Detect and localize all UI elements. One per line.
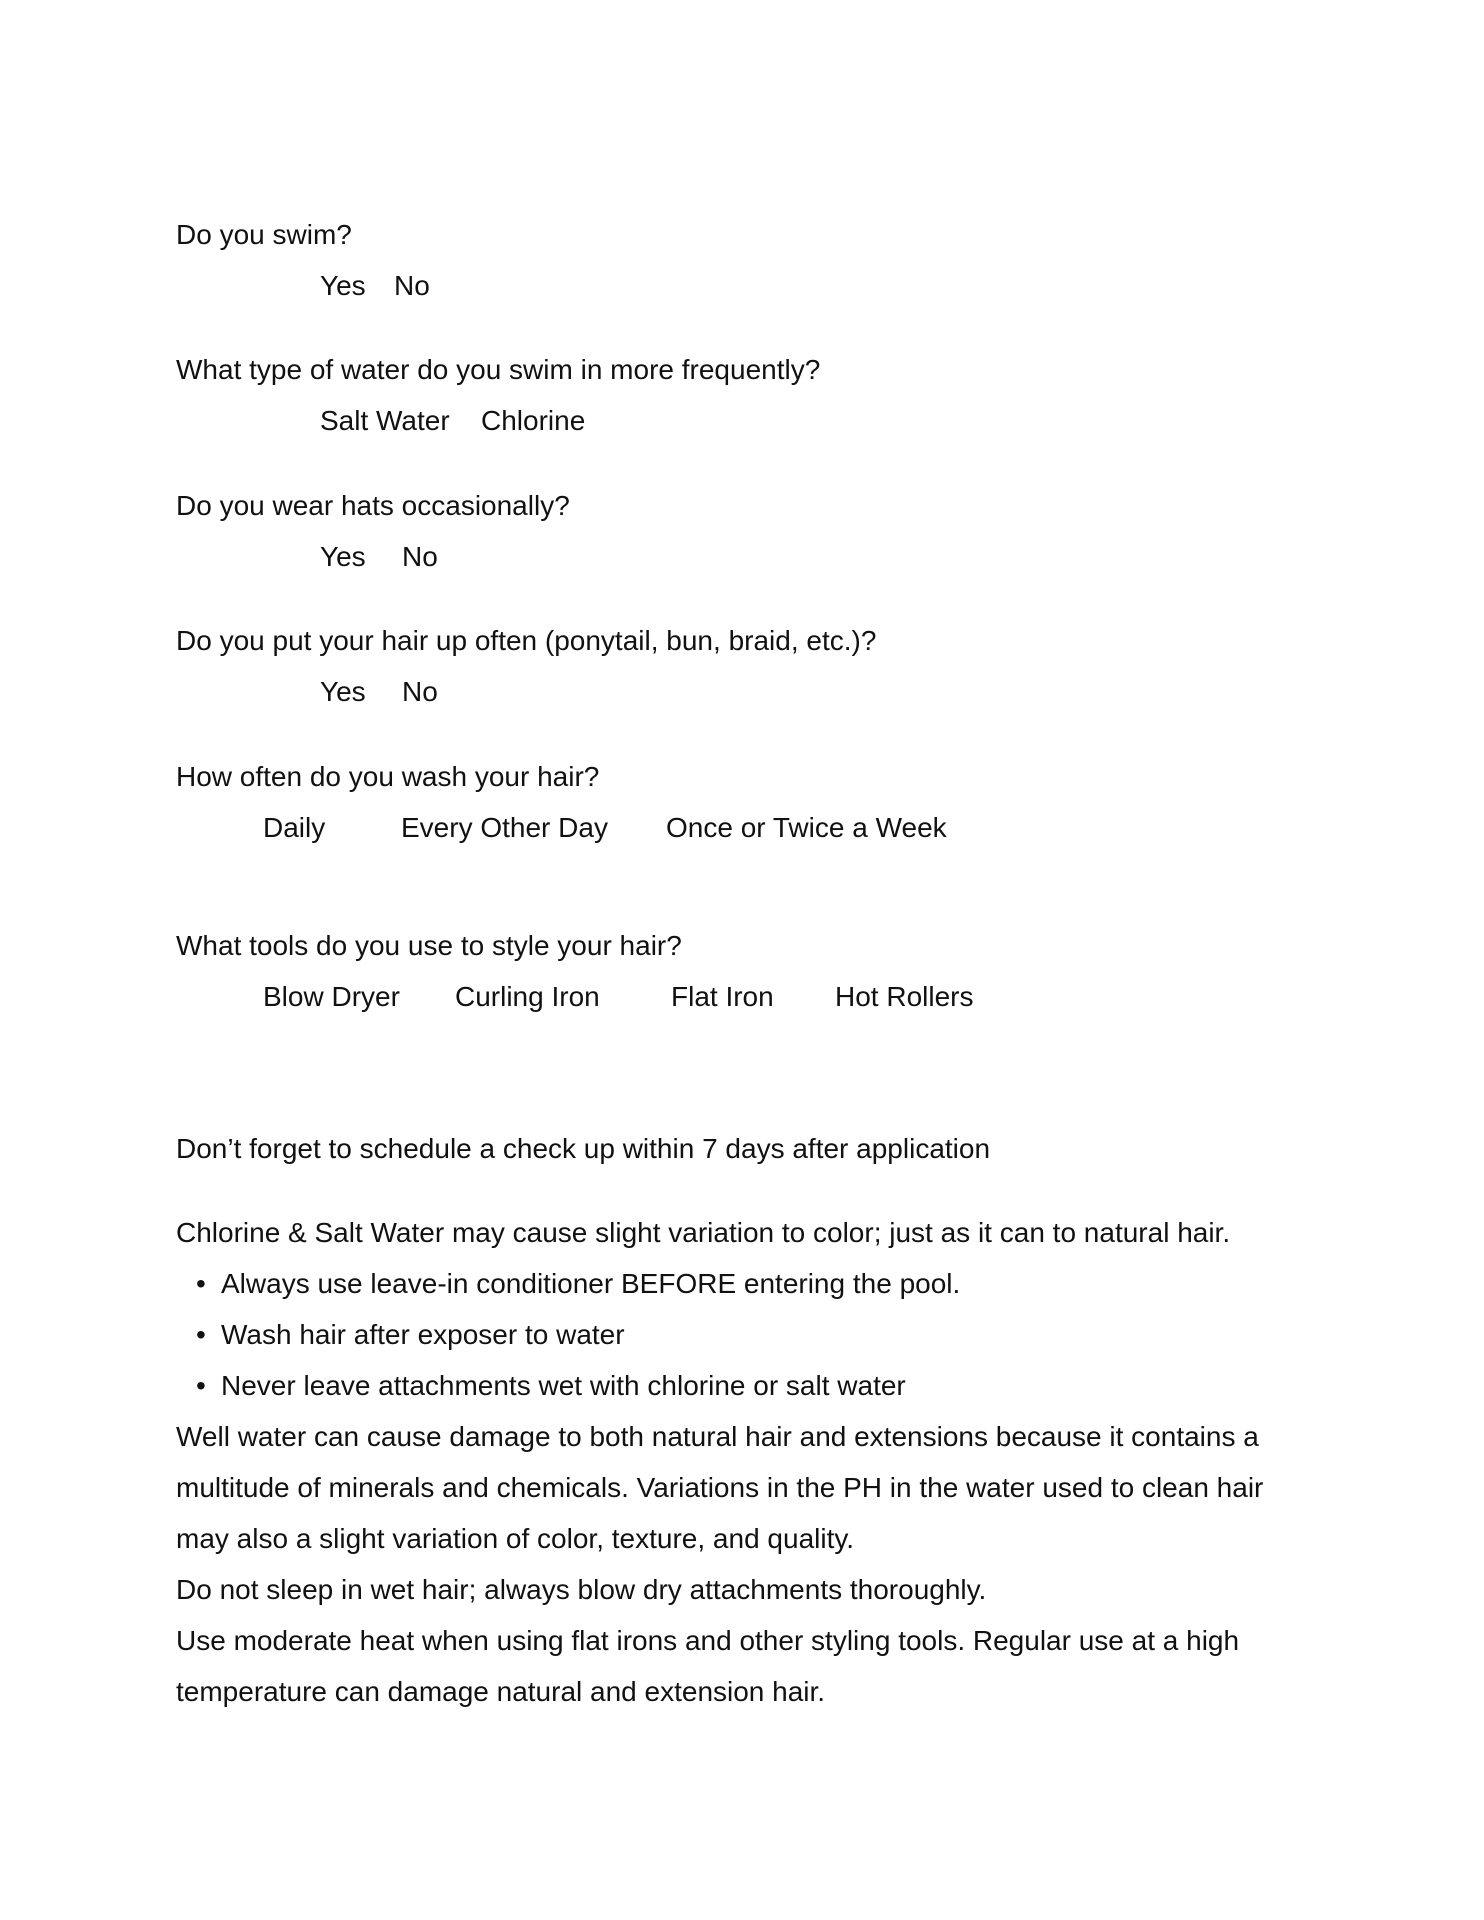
heat-line-1: Use moderate heat when using flat irons and other styling tools. Regular use at a high (176, 1625, 1240, 1656)
question-styling-tools: What tools do you use to style your hair? (176, 930, 682, 961)
option-curling-iron: Curling Iron (455, 981, 600, 1012)
option-salt-water: Salt Water (320, 405, 450, 436)
question-hair-up: Do you put your hair up often (ponytail, bun, braid, etc.)? (176, 625, 877, 656)
option-flat-iron: Flat Iron (671, 981, 774, 1012)
care-intro: Chlorine & Salt Water may cause slight variation to color; just as it can to natural hair. (176, 1217, 1231, 1248)
bullet-marker: • (196, 1370, 206, 1401)
sleep-note: Do not sleep in wet hair; always blow dry attachments thoroughly. (176, 1574, 987, 1605)
care-bullet-attachments: Never leave attachments wet with chlorine or salt water (221, 1370, 906, 1401)
option-hats-no: No (402, 541, 438, 572)
checkup-reminder: Don’t forget to schedule a check up within 7 days after application (176, 1133, 991, 1164)
option-swim-yes: Yes (320, 270, 366, 301)
well-water-line-1: Well water can cause damage to both natural hair and extensions because it contains a (176, 1421, 1259, 1452)
question-swim: Do you swim? (176, 219, 352, 250)
option-hats-yes: Yes (320, 541, 366, 572)
option-hair-up-yes: Yes (320, 676, 366, 707)
option-swim-no: No (394, 270, 430, 301)
option-once-twice-week: Once or Twice a Week (666, 812, 947, 843)
option-hair-up-no: No (402, 676, 438, 707)
heat-line-2: temperature can damage natural and extension hair. (176, 1676, 826, 1707)
option-daily: Daily (263, 812, 326, 843)
care-bullet-wash: Wash hair after exposer to water (221, 1319, 625, 1350)
question-wash-frequency: How often do you wash your hair? (176, 761, 600, 792)
option-blow-dryer: Blow Dryer (263, 981, 400, 1012)
option-every-other-day: Every Other Day (401, 812, 608, 843)
option-hot-rollers: Hot Rollers (835, 981, 974, 1012)
well-water-line-3: may also a slight variation of color, texture, and quality. (176, 1523, 855, 1554)
question-water-type: What type of water do you swim in more frequently? (176, 354, 821, 385)
question-hats: Do you wear hats occasionally? (176, 490, 570, 521)
bullet-marker: • (196, 1319, 206, 1350)
care-bullet-conditioner: Always use leave-in conditioner BEFORE entering the pool. (221, 1268, 961, 1299)
well-water-line-2: multitude of minerals and chemicals. Variations in the PH in the water used to clean hair (176, 1472, 1264, 1503)
option-chlorine: Chlorine (481, 405, 586, 436)
bullet-marker: • (196, 1268, 206, 1299)
